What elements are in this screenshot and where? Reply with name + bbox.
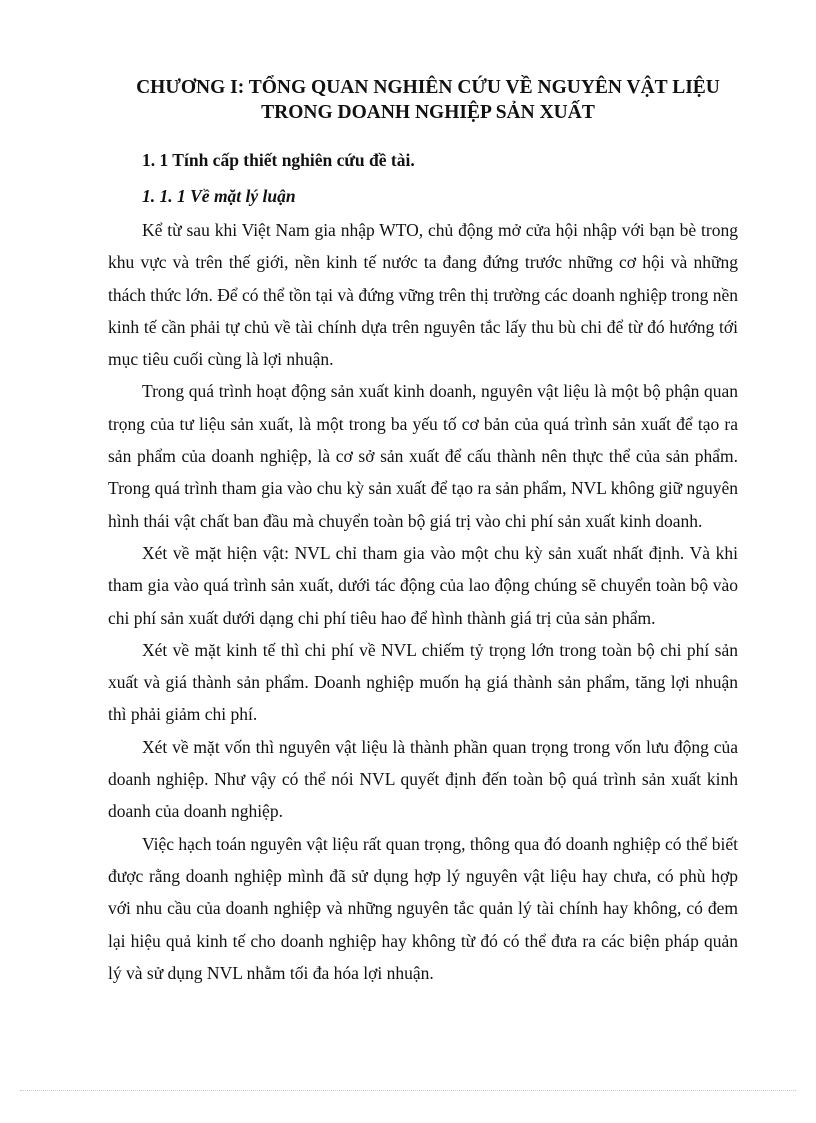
paragraph: Xét về mặt vốn thì nguyên vật liệu là thành phần quan trọng trong vốn lưu động của doanh nghiệp. Như vậy có thể nói NVL quyết định đến toàn bộ quá trình sản xuất kinh doanh của doanh nghiệp. bbox=[108, 736, 738, 822]
page-footer-divider bbox=[20, 1090, 796, 1091]
chapter-title-line-2: TRONG DOANH NGHIỆP SẢN XUẤT bbox=[261, 102, 595, 123]
paragraph: Kể từ sau khi Việt Nam gia nhập WTO, chủ động mở cửa hội nhập với bạn bè trong khu vực và trên thế giới, nền kinh tế nước ta đang đứng trước những cơ hội và những thách thức lớn. Để có thể tồn tại và đứng vững trên thị trường các doanh nghiệp trong nền kinh tế cần phải tự chủ về tài chính dựa trên nguyên tắc lấy thu bù chi để từ đó hướng tới mục tiêu cuối cùng là lợi nhuận. bbox=[108, 220, 738, 370]
paragraph: Xét về mặt hiện vật: NVL chỉ tham gia vào một chu kỳ sản xuất nhất định. Và khi tham gia vào quá trình sản xuất, dưới tác động của lao động chúng sẽ chuyển toàn bộ vào chi phí sản xuất dưới dạng chi phí tiêu hao để hình thành giá trị của sản phẩm. bbox=[108, 542, 738, 628]
paragraph: Trong quá trình hoạt động sản xuất kinh doanh, nguyên vật liệu là một bộ phận quan trọng của tư liệu sản xuất, là một trong ba yếu tố cơ bản của quá trình sản xuất để tạo ra sản phẩm của doanh nghiệp, là cơ sở sản xuất để cấu thành nên thực thể của sản phẩm. Trong quá trình tham gia vào chu kỳ sản xuất để tạo ra sản phẩm, NVL không giữ nguyên hình thái vật chất ban đầu mà chuyển toàn bộ giá trị vào chi phí sản xuất kinh doanh. bbox=[108, 381, 738, 531]
paragraph: Xét về mặt kinh tế thì chi phí về NVL chiếm tỷ trọng lớn trong toàn bộ chi phí sản xuất và giá thành sản phẩm. Doanh nghiệp muốn hạ giá thành sản phẩm, tăng lợi nhuận thì phải giảm chi phí. bbox=[108, 639, 738, 725]
section-heading: 1. 1 Tính cấp thiết nghiên cứu đề tài. bbox=[142, 150, 415, 170]
subsection-heading: 1. 1. 1 Về mặt lý luận bbox=[142, 186, 296, 206]
paragraph: Việc hạch toán nguyên vật liệu rất quan trọng, thông qua đó doanh nghiệp có thể biết được rằng doanh nghiệp mình đã sử dụng hợp lý nguyên vật liệu hay chưa, có phù hợp với nhu cầu của doanh nghiệp và những nguyên tắc quản lý tài chính hay không, có đem lại hiệu quả kinh tế cho doanh nghiệp hay không từ đó có thể đưa ra các biện pháp quản lý và sử dụng NVL nhằm tối đa hóa lợi nhuận. bbox=[108, 833, 738, 983]
chapter-title-line-1: CHƯƠNG I: TỔNG QUAN NGHIÊN CỨU VỀ NGUYÊN VẬT LIỆU bbox=[136, 77, 720, 98]
body-text bbox=[108, 214, 738, 989]
